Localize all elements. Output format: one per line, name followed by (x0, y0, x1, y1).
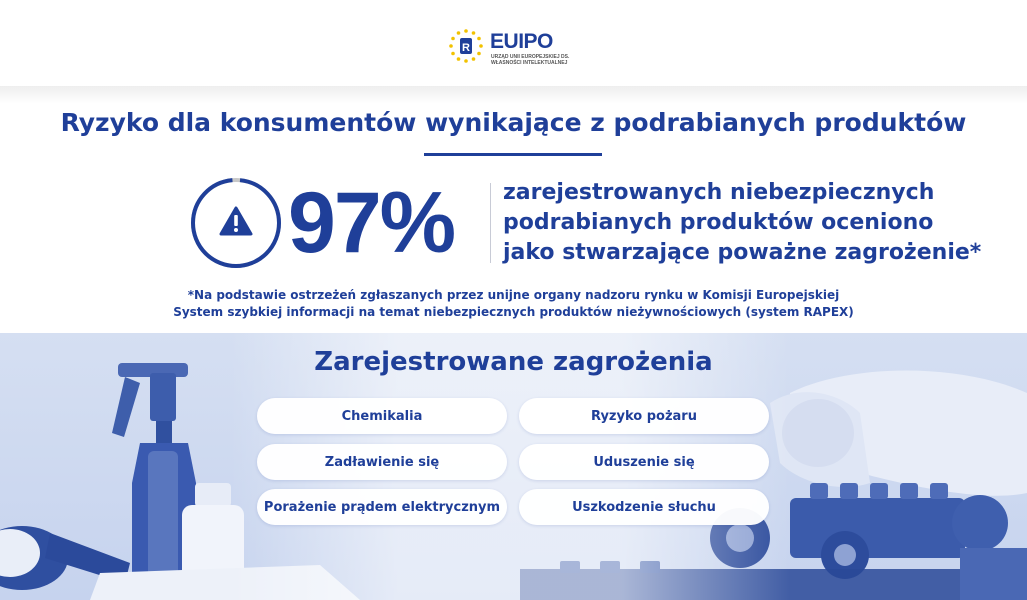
child-hand-image (770, 371, 1027, 496)
hazard-pill-fire: Ryzyko pożaru (519, 398, 769, 434)
logo-wordmark-ipo: IPO (518, 30, 553, 53)
page-title: Ryzyko dla konsumentów wynikające z podrabianych produktów (60, 108, 967, 137)
hazard-pill-choking: Zadławienie się (257, 444, 507, 480)
hazard-pill-chemicals: Chemikalia (257, 398, 507, 434)
footnote (0, 287, 1027, 321)
header-shadow (0, 86, 1027, 104)
title-underline (424, 153, 602, 156)
logo-star-icon (464, 59, 468, 63)
logo-wordmark-eu: EU (490, 30, 519, 53)
logo-star-icon (451, 37, 455, 41)
stat-divider (490, 183, 491, 263)
logo-star-icon (457, 31, 461, 35)
hazard-pill-suffocation: Uduszenie się (519, 444, 769, 480)
warning-triangle-icon (221, 208, 251, 234)
stat-description-line: jako stwarzające poważne zagrożenie* (503, 240, 982, 265)
logo-star-icon (449, 44, 453, 48)
logo-subtitle-line1: URZĄD UNII EUROPEJSKIEJ DS. (491, 54, 570, 60)
logo-star-icon (472, 57, 476, 61)
hazard-pill-hearing-damage: Uszkodzenie słuchu (519, 489, 769, 525)
logo-star-icon (464, 29, 468, 33)
logo-wordmark (490, 31, 553, 53)
logo-star-icon (472, 31, 476, 35)
logo-subtitle (491, 54, 569, 66)
logo-star-icon (477, 52, 481, 56)
euipo-star-ring-icon (448, 28, 484, 64)
logo-star-icon (457, 57, 461, 61)
stat-progress-ring (189, 176, 283, 270)
stat-description-line: zarejestrowanych niebezpiecznych (503, 180, 935, 205)
logo-star-icon (477, 37, 481, 41)
stat-description-line: podrabianych produktów oceniono (503, 210, 934, 235)
hazard-pill-electric-shock: Porażenie prądem elektrycznym (257, 489, 507, 525)
logo-subtitle-line2: WŁASNOŚCI INTELEKTUALNEJ (491, 60, 568, 66)
stat-description (503, 178, 1003, 268)
footnote-line: System szybkiej informacji na temat niebezpiecznych produktów nieżywnościowych (system RAPEX) (173, 305, 854, 319)
svg-text:R: R (462, 42, 470, 54)
logo-star-icon (479, 44, 483, 48)
stat-value: 97% (288, 175, 455, 271)
logo-star-icon (451, 52, 455, 56)
hazards-title: Zarejestrowane zagrożenia (314, 347, 713, 377)
footnote-line: *Na podstawie ostrzeżeń zgłaszanych przez unijne organy nadzoru rynku w Komisji Europejskiej (187, 288, 840, 302)
euipo-logo (448, 28, 588, 68)
